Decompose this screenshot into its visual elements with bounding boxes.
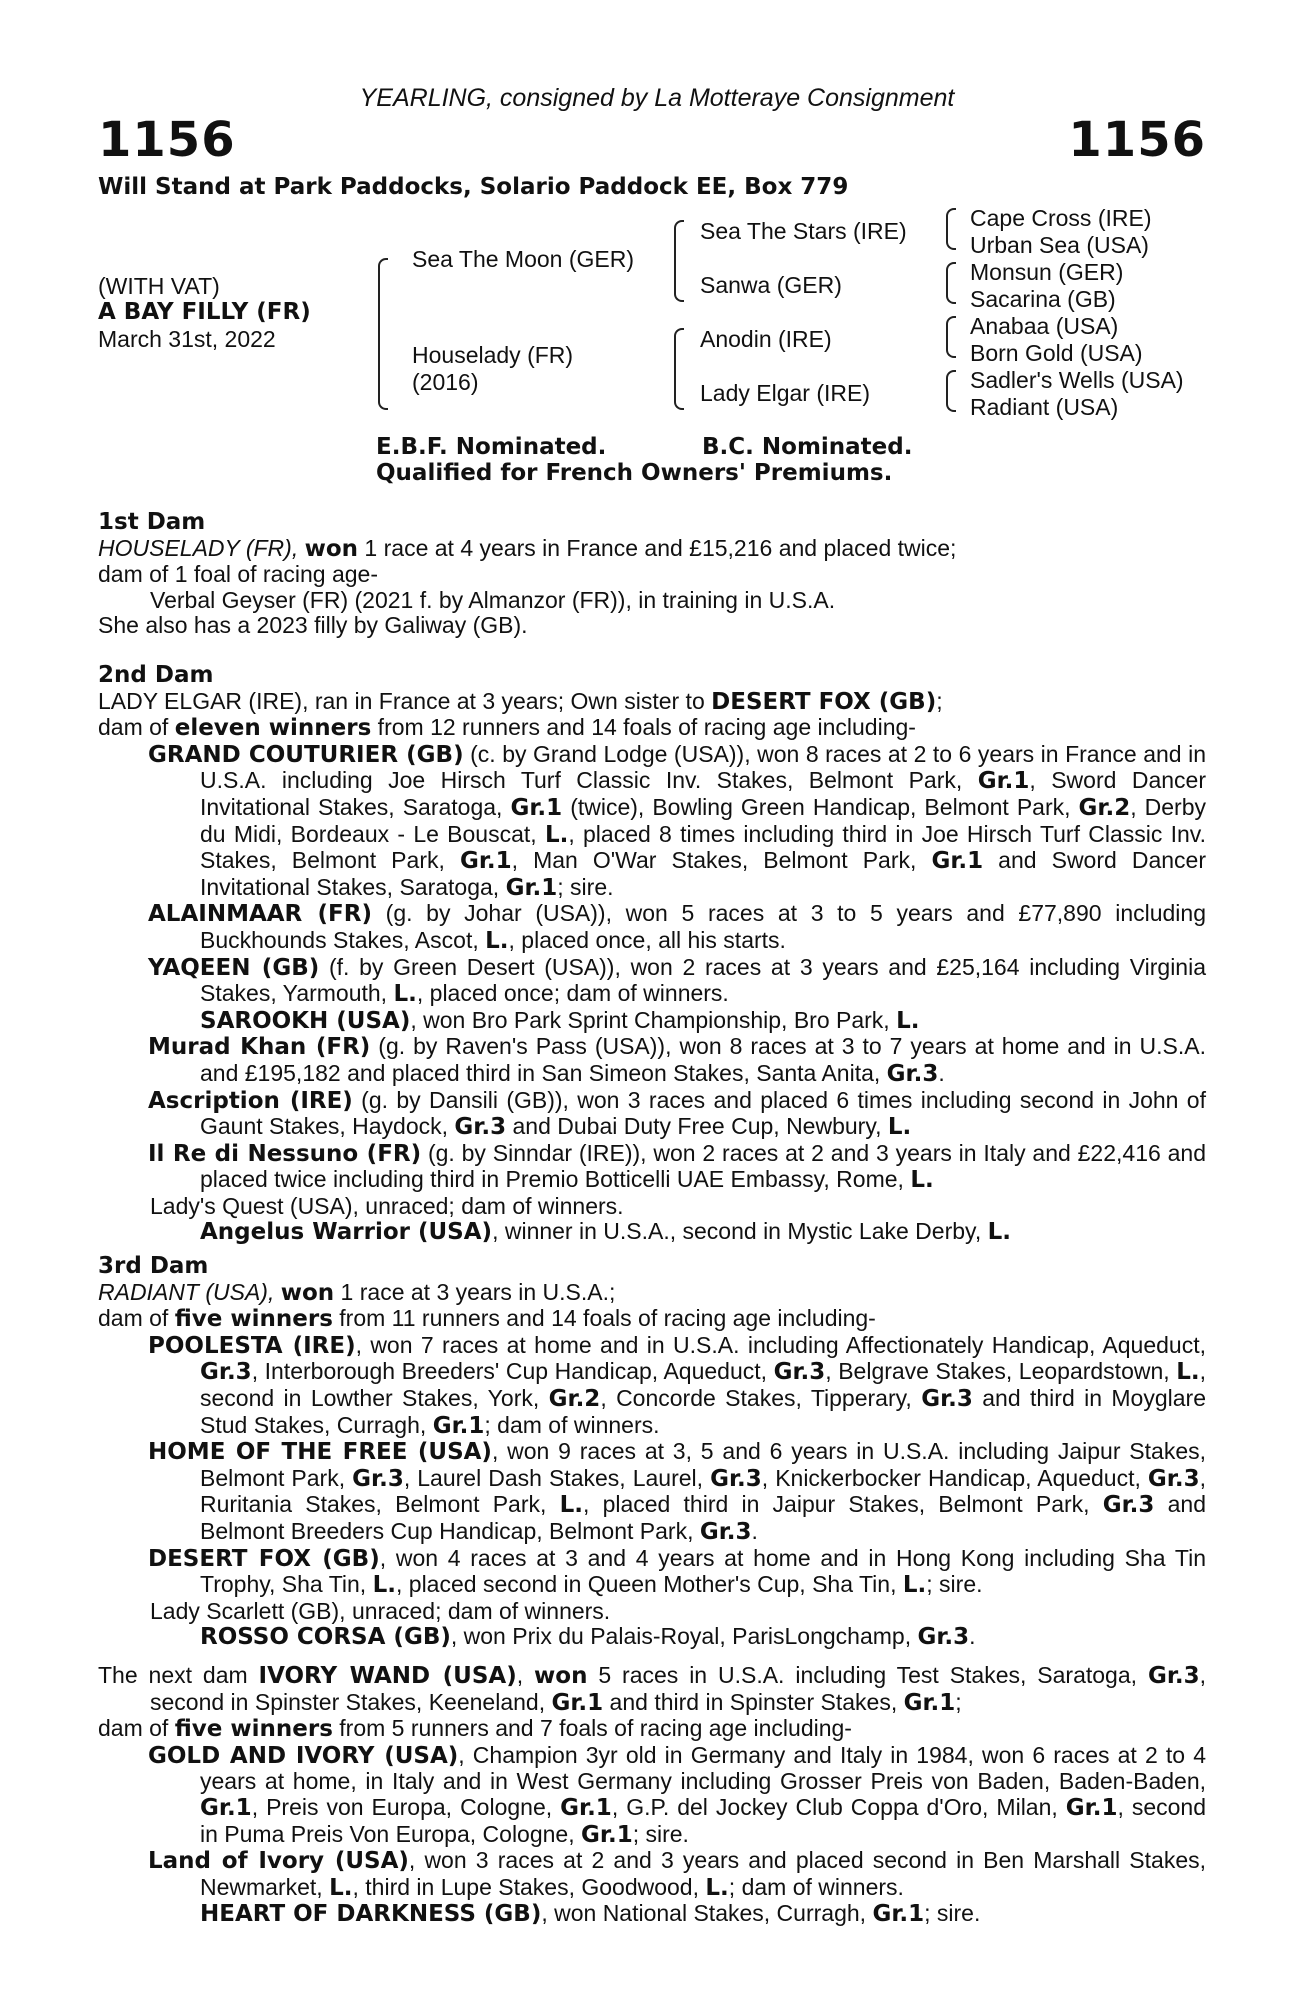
dam-dam: Lady Elgar (IRE) — [700, 380, 871, 406]
third-dam-line: RADIANT (USA), won 1 race at 3 years in U.S.A.; — [98, 1278, 616, 1306]
pedigree-brace-sire — [674, 220, 684, 302]
produce-sarookh: SAROOKH (USA), won Bro Park Sprint Championship, Bro Park, L. — [200, 1006, 920, 1034]
vat-note: (WITH VAT) — [98, 273, 220, 299]
second-dam-line: LADY ELGAR (IRE), ran in France at 3 years; Own sister to DESERT FOX (GB); — [98, 687, 943, 715]
third-dam-produce-intro: dam of five winners from 11 runners and 14 foals of racing age including- — [98, 1305, 876, 1333]
first-dam-heading: 1st Dam — [98, 509, 206, 535]
first-dam-note: She also has a 2023 filly by Galiway (GB). — [98, 612, 528, 639]
produce-ladys-quest: Lady's Quest (USA), unraced; dam of winners. — [150, 1192, 624, 1219]
produce-grand-couturier: GRAND COUTURIER (GB) (c. by Grand Lodge (USA)), won 8 races at 2 to 6 years in France and in U.S.A. including Joe Hirsch Turf Classic Inv. Stakes, Belmont Park, Gr.1, Sword Dancer Invitational Stakes, Saratoga, Gr.1 (twice), Bowling Green Handicap, Belmont Park, Gr.2, Derby du Midi, Bordeaux - Le Bouscat, L., placed 8 times including third in Joe Hirsch Turf Classic Inv. Stakes, Belmont Park, Gr.1, Man O'War Stakes, Belmont Park, Gr.1 and Sword Dancer Invitational Stakes, Saratoga, Gr.1; sire. — [148, 740, 1207, 901]
ped-sds: Monsun (GER) — [970, 259, 1124, 285]
third-dam-heading: 3rd Dam — [98, 1253, 209, 1279]
produce-angelus-warrior: Angelus Warrior (USA), winner in U.S.A., second in Mystic Lake Derby, L. — [200, 1218, 1012, 1246]
ped-dss: Anabaa (USA) — [970, 313, 1119, 339]
sire-name: Sea The Moon (GER) — [412, 246, 635, 272]
ped-dsd: Born Gold (USA) — [970, 340, 1143, 366]
produce-alainmaar: ALAINMAAR (FR) (g. by Johar (USA)), won 5 races at 3 to 5 years and £77,890 including Buckhounds Stakes, Ascot, L., placed once, all his starts. — [148, 900, 1206, 954]
produce-il-re-di-nessuno: Il Re di Nessuno (FR) (g. by Sinndar (IRE)), won 2 races at 2 and 3 years in Italy and £22,416 and placed twice including third in Premio Botticelli UAE Embassy, Rome, L. — [148, 1139, 1206, 1194]
section-second-dam — [98, 663, 1206, 1246]
produce-yaqeen: YAQEEN (GB) (f. by Green Desert (USA)), won 2 races at 3 years and £25,164 including Virginia Stakes, Yarmouth, L., placed once; dam of winners. — [148, 953, 1206, 1008]
pedigree-brace-dd — [946, 370, 956, 412]
ebf-nomination: E.B.F. Nominated. — [376, 434, 607, 460]
section-next-dam — [98, 1663, 1206, 1928]
french-premiums: Qualified for French Owners' Premiums. — [376, 460, 893, 486]
sire-sire: Sea The Stars (IRE) — [700, 218, 907, 244]
produce-murad-khan: Murad Khan (FR) (g. by Raven's Pass (USA)), won 8 races at 3 to 7 years at home and in U.S.A. and £195,182 and placed third in San Simeon Stakes, Santa Anita, Gr.3. — [148, 1033, 1206, 1087]
stand-location: Will Stand at Park Paddocks, Solario Paddock EE, Box 779 — [98, 174, 849, 200]
produce-heart-of-darkness: HEART OF DARKNESS (GB), won National Stakes, Curragh, Gr.1; sire. — [200, 1900, 981, 1928]
sire-dam: Sanwa (GER) — [700, 272, 842, 298]
second-dam-produce-intro: dam of eleven winners from 12 runners and 14 foals of racing age including- — [98, 714, 916, 742]
dam-name: Houselady (FR) — [412, 342, 574, 368]
bc-nomination: B.C. Nominated. — [702, 434, 913, 460]
lot-number-left: 1156 — [98, 112, 236, 168]
next-dam-produce-intro: dam of five winners from 5 runners and 7 foals of racing age including- — [98, 1715, 852, 1743]
lot-number-right: 1156 — [1068, 112, 1206, 168]
produce-desert-fox: DESERT FOX (GB), won 4 races at 3 and 4 years at home and in Hong Kong including Sha Tin Trophy, Sha Tin, L., placed second in Queen Mother's Cup, Sha Tin, L.; sire. — [148, 1544, 1206, 1599]
pedigree-brace-sd — [946, 262, 956, 304]
section-third-dam — [98, 1254, 1206, 1651]
dam-sire: Anodin (IRE) — [700, 326, 832, 352]
ped-dds: Sadler's Wells (USA) — [970, 367, 1184, 393]
ped-ssd: Urban Sea (USA) — [970, 232, 1149, 258]
produce-gold-and-ivory: GOLD AND IVORY (USA), Champion 3yr old in Germany and Italy in 1984, won 6 races at 2 to 4 years at home, in Italy and in West Germany including Grosser Preis von Baden, Baden-Baden, Gr.1, Preis von Europa, Cologne, Gr.1, G.P. del Jockey Club Coppa d'Oro, Milan, Gr.1, second in Puma Preis Von Europa, Cologne, Gr.1; sire. — [148, 1741, 1206, 1848]
horse-name: A BAY FILLY (FR) — [98, 299, 311, 325]
catalogue-header: YEARLING, consigned by La Motteraye Consignment — [359, 84, 955, 112]
section-first-dam — [98, 510, 1206, 639]
produce-lady-scarlett: Lady Scarlett (GB), unraced; dam of winners. — [150, 1597, 611, 1624]
dam-year: (2016) — [412, 369, 479, 395]
pedigree-brace-ds — [946, 316, 956, 358]
first-dam-foal: Verbal Geyser (FR) (2021 f. by Almanzor (FR)), in training in U.S.A. — [150, 586, 836, 613]
first-dam-line: HOUSELADY (FR), won 1 race at 4 years in France and £15,216 and placed twice; — [98, 534, 957, 562]
produce-home-of-the-free: HOME OF THE FREE (USA), won 9 races at 3, 5 and 6 years in U.S.A. including Jaipur Stakes, Belmont Park, Gr.3, Laurel Dash Stakes, Laurel, Gr.3, Knickerbocker Handicap, Aqueduct, Gr.3, Ruritania Stakes, Belmont Park, L., placed third in Jaipur Stakes, Belmont Park, Gr.3 and Belmont Breeders Cup Handicap, Belmont Park, Gr.3. — [148, 1438, 1206, 1545]
pedigree-brace-main — [378, 258, 388, 410]
pedigree-brace-dam — [674, 328, 684, 410]
ped-sdd: Sacarina (GB) — [970, 286, 1116, 312]
ped-ddd: Radiant (USA) — [970, 394, 1119, 420]
second-dam-heading: 2nd Dam — [98, 662, 214, 688]
produce-land-of-ivory: Land of Ivory (USA), won 3 races at 2 and 3 years and placed second in Ben Marshall Stakes, Newmarket, L., third in Lupe Stakes, Goodwood, L.; dam of winners. — [148, 1847, 1206, 1901]
produce-rosso-corsa: ROSSO CORSA (GB), won Prix du Palais-Royal, ParisLongchamp, Gr.3. — [200, 1623, 976, 1651]
pedigree-brace-ss — [946, 208, 956, 250]
ped-sss: Cape Cross (IRE) — [970, 205, 1152, 231]
next-dam-line: The next dam IVORY WAND (USA), won 5 races in U.S.A. including Test Stakes, Saratoga, Gr.3, second in Spinster Stakes, Keeneland, Gr.1 and third in Spinster Stakes, Gr.1; — [98, 1662, 1207, 1716]
horse-dob: March 31st, 2022 — [98, 326, 276, 352]
produce-poolesta: POOLESTA (IRE), won 7 races at home and in U.S.A. including Affectionately Handicap, Aqueduct, Gr.3, Interborough Breeders' Cup Handicap, Aqueduct, Gr.3, Belgrave Stakes, Leopardstown, L., second in Lowther Stakes, York, Gr.2, Concorde Stakes, Tipperary, Gr.3 and third in Moyglare Stud Stakes, Curragh, Gr.1; dam of winners. — [148, 1331, 1206, 1439]
produce-ascription: Ascription (IRE) (g. by Dansili (GB)), won 3 races and placed 6 times including second in John of Gaunt Stakes, Haydock, Gr.3 and Dubai Duty Free Cup, Newbury, L. — [148, 1086, 1206, 1141]
first-dam-produce-intro: dam of 1 foal of racing age- — [98, 561, 378, 588]
